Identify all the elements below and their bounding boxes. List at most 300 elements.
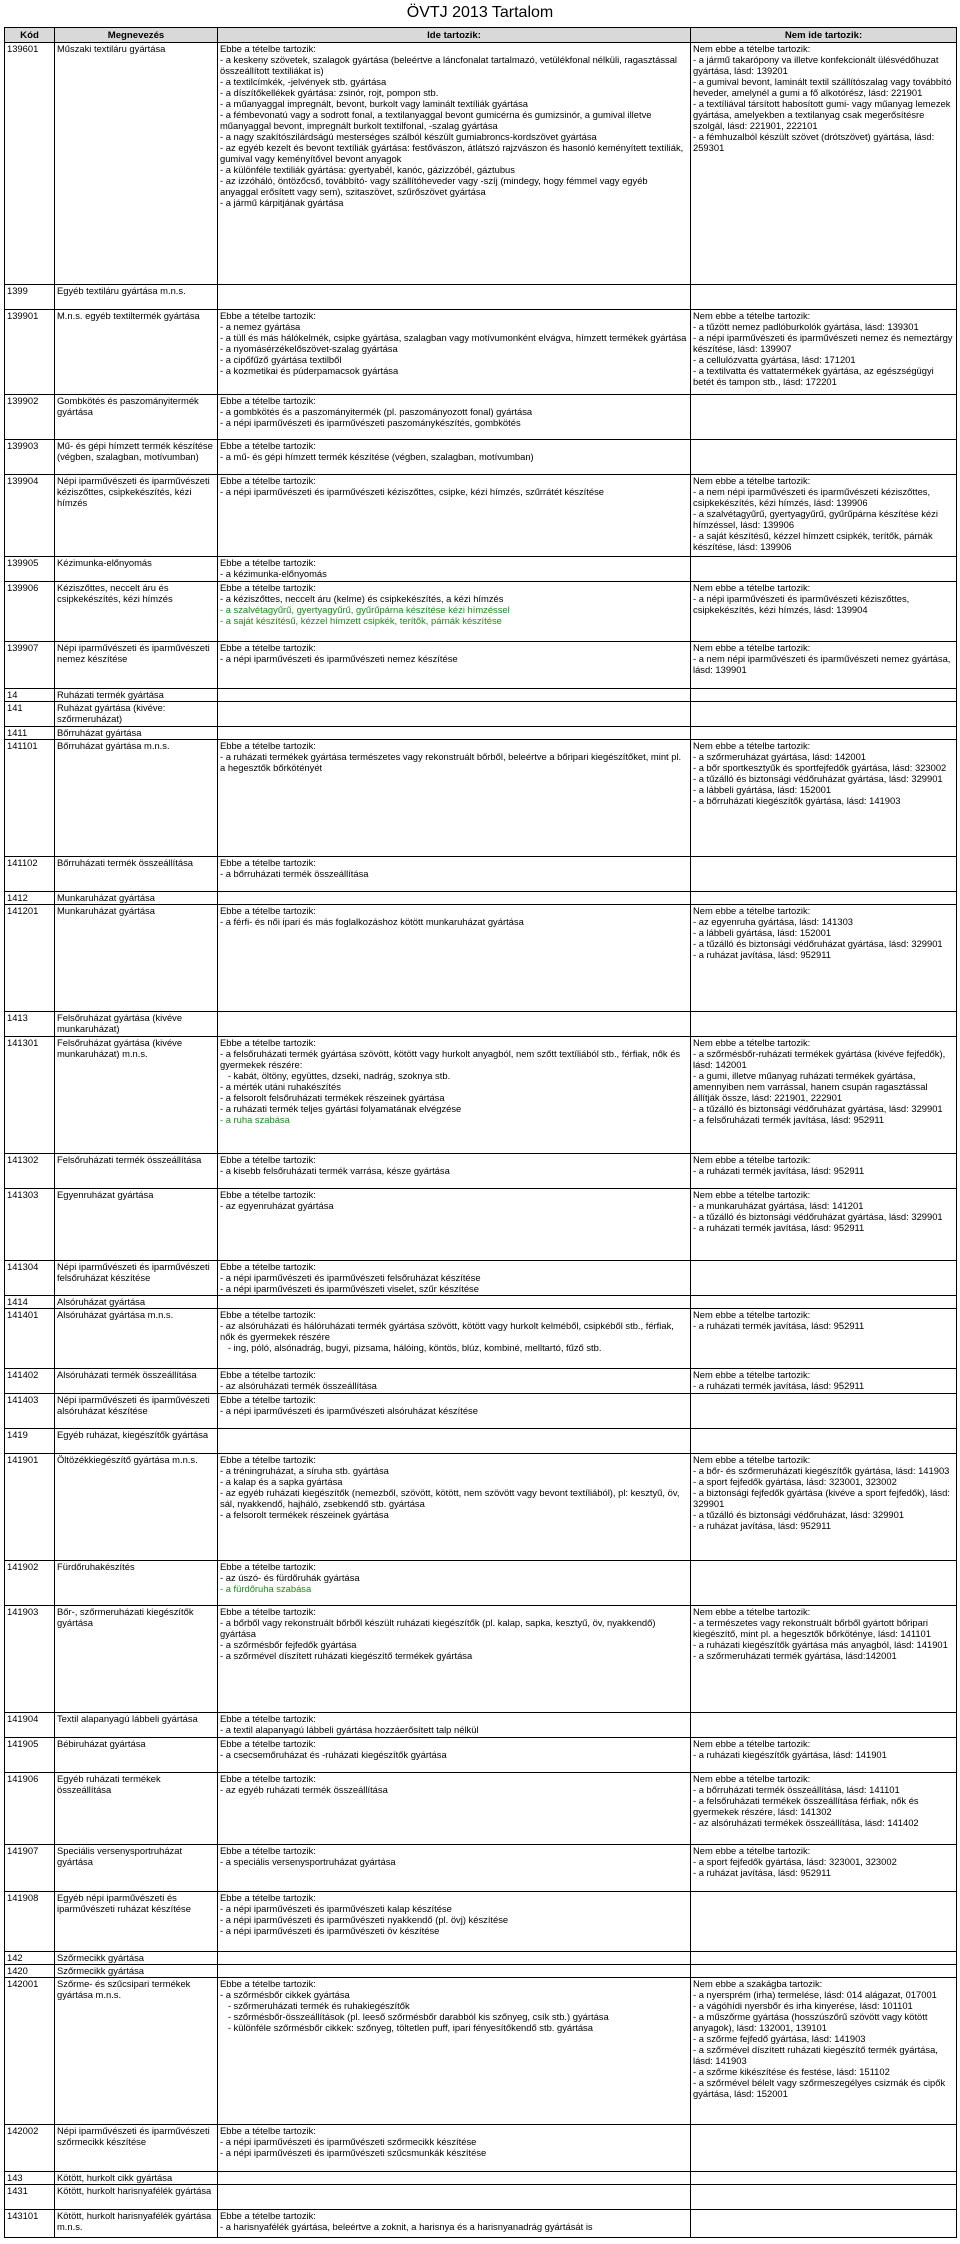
- cell-ide-tartozik: [218, 1952, 691, 1965]
- cell-nem-ide-tartozik: [691, 1261, 957, 1296]
- table-row: [5, 2172, 957, 2185]
- cell-megnevezes: Textil alapanyagú lábbeli gyártása: [55, 1713, 218, 1738]
- cell-kod: 139904: [5, 475, 55, 557]
- cell-nem-ide-tartozik: [691, 440, 957, 475]
- cell-ide-tartozik: [218, 1037, 691, 1154]
- table-row: [5, 642, 957, 689]
- table-row: [5, 2125, 957, 2172]
- list-item: - a népi iparművészeti és iparművészeti nemez készítése: [220, 653, 458, 664]
- cell-ide-tartozik: [218, 475, 691, 557]
- list-item: - a szőrmével díszített ruházati kiegészítő termék gyártása, lásd: 141903: [693, 2044, 941, 2066]
- cell-nem-ide-tartozik: [691, 1978, 957, 2125]
- list-item: - a kozmetikai és púderpamacsok gyártása: [220, 365, 399, 376]
- cell-nem-ide-tartozik: [691, 2125, 957, 2172]
- cell-kod: 142: [5, 1952, 55, 1965]
- cell-kod: 141101: [5, 740, 55, 857]
- cell-nem-ide-tartozik: [691, 1429, 957, 1454]
- cell-megnevezes: Egyéb népi iparművészeti és iparművészeti ruházat készítése: [55, 1892, 218, 1952]
- cell-nem-ide-tartozik: [691, 1154, 957, 1189]
- cell-ide-tartozik: [218, 1369, 691, 1394]
- section-heading: Ebbe a tételbe tartozik:: [220, 557, 316, 568]
- cell-nem-ide-tartozik: [691, 1952, 957, 1965]
- cell-nem-ide-tartozik: [691, 1738, 957, 1773]
- cell-nem-ide-tartozik: [691, 2210, 957, 2238]
- cell-ide-tartozik: [218, 2185, 691, 2210]
- section-heading: Ebbe a tételbe tartozik:: [220, 2125, 316, 2136]
- list-item: - a ruházat javítása, lásd: 952911: [693, 1867, 831, 1878]
- cell-ide-tartozik: [218, 1429, 691, 1454]
- list-item: - a szalvétagyűrű, gyertyagyűrű, gyűrűpárna készítése kézi hímzéssel: [220, 604, 510, 615]
- table-row: [5, 1189, 957, 1261]
- cell-nem-ide-tartozik: [691, 727, 957, 740]
- cell-nem-ide-tartozik: [691, 857, 957, 892]
- section-heading: Nem ebbe a tételbe tartozik:: [693, 310, 811, 321]
- list-item: - a szalvétagyűrű, gyertyagyűrű, gyűrűpárna készítése kézi hímzéssel, lásd: 139906: [693, 508, 941, 530]
- list-item: - a népi iparművészeti és iparművészeti nemez és nemeztárgy készítése, lásd: 139907: [693, 332, 956, 354]
- table-row: [5, 440, 957, 475]
- table-row: [5, 1845, 957, 1892]
- section-heading: Ebbe a tételbe tartozik:: [220, 1454, 316, 1465]
- cell-ide-tartozik: [218, 582, 691, 642]
- cell-megnevezes: Bőr-, szőrmeruházati kiegészítők gyártása: [55, 1606, 218, 1713]
- section-heading: Ebbe a tételbe tartozik:: [220, 1189, 316, 1200]
- section-heading: Nem ebbe a tételbe tartozik:: [693, 642, 811, 653]
- section-heading: Ebbe a tételbe tartozik:: [220, 1309, 316, 1320]
- cell-kod: 141901: [5, 1454, 55, 1561]
- list-item: - a nyersprém (irha) termelése, lásd: 014 alágazat, 017001: [693, 1989, 937, 2000]
- list-item: - a ruházat javítása, lásd: 952911: [693, 1520, 831, 1531]
- cell-megnevezes: Népi iparművészeti és iparművészeti felsőruházat készítése: [55, 1261, 218, 1296]
- cell-ide-tartozik: [218, 1154, 691, 1189]
- list-item: - a népi iparművészeti és iparművészeti alsóruházat készítése: [220, 1405, 478, 1416]
- cell-nem-ide-tartozik: [691, 395, 957, 440]
- section-heading: Ebbe a tételbe tartozik:: [220, 1037, 316, 1048]
- cell-kod: 1411: [5, 727, 55, 740]
- list-item: - a felsőruházati termékek összeállítása férfiak, nők és gyermekek részére, lásd: 141302: [693, 1795, 922, 1817]
- table-row: [5, 892, 957, 905]
- section-heading: Ebbe a tételbe tartozik:: [220, 2210, 316, 2221]
- list-item: - a cipőfűző gyártása textilből: [220, 354, 342, 365]
- table-row: [5, 1429, 957, 1454]
- list-item: - a kisebb felsőruházati termék varrása, késze gyártása: [220, 1165, 450, 1176]
- cell-ide-tartozik: [218, 285, 691, 310]
- cell-kod: 143: [5, 2172, 55, 2185]
- list-item: - a bőrruházati termék összeállítása, lásd: 141101: [693, 1784, 900, 1795]
- cell-megnevezes: Fürdőruhakészítés: [55, 1561, 218, 1606]
- cell-ide-tartozik: [218, 1965, 691, 1978]
- cell-ide-tartozik: [218, 1394, 691, 1429]
- cell-kod: 1431: [5, 2185, 55, 2210]
- cell-nem-ide-tartozik: [691, 740, 957, 857]
- cell-ide-tartozik: [218, 1189, 691, 1261]
- cell-kod: 1399: [5, 285, 55, 310]
- cell-nem-ide-tartozik: [691, 2185, 957, 2210]
- list-item: - a tűzött nemez padlóburkolók gyártása, lásd: 139301: [693, 321, 919, 332]
- cell-ide-tartozik: [218, 395, 691, 440]
- cell-megnevezes: Népi iparművészeti és iparművészeti alsóruházat készítése: [55, 1394, 218, 1429]
- cell-ide-tartozik: [218, 2125, 691, 2172]
- cell-nem-ide-tartozik: [691, 1189, 957, 1261]
- list-item: - a népi iparművészeti és iparművészeti viselet, szűr készítése: [220, 1283, 479, 1294]
- list-item: - a sport fejfedők gyártása, lásd: 323001, 323002: [693, 1856, 897, 1867]
- list-item: - a felsorolt felsőruházati termékek részeinek gyártása: [220, 1092, 445, 1103]
- cell-megnevezes: Felsőruházati termék összeállítása: [55, 1154, 218, 1189]
- cell-nem-ide-tartozik: [691, 2172, 957, 2185]
- list-item: - a mérték utáni ruhakészítés: [220, 1081, 341, 1092]
- table-row: [5, 1296, 957, 1309]
- list-item: - az egyéb ruházati termék összeállítása: [220, 1784, 388, 1795]
- list-item: - kabát, öltöny, együttes, dzseki, nadrág, szoknya stb.: [220, 1070, 451, 1081]
- cell-kod: 141401: [5, 1309, 55, 1369]
- cell-megnevezes: Ruházat gyártása (kivéve: szőrmeruházat): [55, 702, 218, 727]
- list-item: - a tűzálló és biztonsági védőruházat, lásd: 329901: [693, 1509, 905, 1520]
- list-item: - a kézimunka-előnyomás: [220, 568, 327, 579]
- list-item: - az egyenruházat gyártása: [220, 1200, 334, 1211]
- cell-kod: 1414: [5, 1296, 55, 1309]
- table-row: [5, 2185, 957, 2210]
- cell-kod: 1420: [5, 1965, 55, 1978]
- section-heading: Ebbe a tételbe tartozik:: [220, 642, 316, 653]
- list-item: - a vágóhídi nyersbőr és irha kinyerése, lásd: 101101: [693, 2000, 913, 2011]
- table-row: [5, 1713, 957, 1738]
- cell-megnevezes: M.n.s. egyéb textiltermék gyártása: [55, 310, 218, 395]
- list-item: - az úszó- és fürdőruhák gyártása: [220, 1572, 360, 1583]
- cell-ide-tartozik: [218, 310, 691, 395]
- cell-kod: 1412: [5, 892, 55, 905]
- table-row: [5, 1154, 957, 1189]
- cell-ide-tartozik: [218, 1606, 691, 1713]
- list-item: - a népi iparművészeti és iparművészeti nyakkendő (pl. övj) készítése: [220, 1914, 509, 1925]
- list-item: - a bőrruházati kiegészítők gyártása, lásd: 141903: [693, 795, 901, 806]
- list-item: - a népi iparművészeti és iparművészeti kalap készítése: [220, 1903, 452, 1914]
- cell-nem-ide-tartozik: [691, 1037, 957, 1154]
- list-item: - a ruházati termék javítása, lásd: 952911: [693, 1320, 865, 1331]
- cell-megnevezes: Szőrme- és szűcsipari termékek gyártása m.n.s.: [55, 1978, 218, 2125]
- list-item: - a mű- és gépi hímzett termék készítése (végben, szalagban, motívumban): [220, 451, 534, 462]
- section-heading: Ebbe a tételbe tartozik:: [220, 905, 316, 916]
- section-heading: Ebbe a tételbe tartozik:: [220, 1738, 316, 1749]
- cell-ide-tartozik: [218, 1892, 691, 1952]
- cell-nem-ide-tartozik: [691, 689, 957, 702]
- list-item: - a nem népi iparművészeti és iparművészeti nemez gyártása, lásd: 139901: [693, 653, 954, 675]
- table-header-row: [5, 28, 957, 43]
- list-item: - a bőrből vagy rekonstruált bőrből készült ruházati kiegészítők (pl. kalap, sapka, kesztyű, öv, nyakkendő) gyártása: [220, 1617, 659, 1639]
- cell-megnevezes: Szőrmecikk gyártása: [55, 1965, 218, 1978]
- list-item: - a népi iparművészeti és iparművészeti felsőruházat készítése: [220, 1272, 481, 1283]
- list-item: - a tűzálló és biztonsági védőruházat gyártása, lásd: 329901: [693, 773, 943, 784]
- list-item: - a fürdőruha szabása: [220, 1583, 312, 1594]
- table-row: [5, 857, 957, 892]
- section-heading: Nem ebbe a szakágba tartozik:: [693, 1978, 823, 1989]
- cell-nem-ide-tartozik: [691, 310, 957, 395]
- cell-kod: 1413: [5, 1012, 55, 1037]
- table-row: [5, 1773, 957, 1845]
- cell-ide-tartozik: [218, 1845, 691, 1892]
- cell-kod: 141903: [5, 1606, 55, 1713]
- list-item: - a lábbeli gyártása, lásd: 152001: [693, 927, 832, 938]
- cell-megnevezes: Műszaki textiláru gyártása: [55, 43, 218, 285]
- cell-kod: 141304: [5, 1261, 55, 1296]
- section-heading: Ebbe a tételbe tartozik:: [220, 1154, 316, 1165]
- list-item: - ing, póló, alsónadrág, bugyi, pizsama, hálóing, köntös, blúz, kombiné, melltartó, fűző stb.: [220, 1342, 602, 1353]
- section-heading: Nem ebbe a tételbe tartozik:: [693, 1189, 811, 1200]
- section-heading: Ebbe a tételbe tartozik:: [220, 740, 316, 751]
- cell-megnevezes: Népi iparművészeti és iparművészeti szőrmecikk készítése: [55, 2125, 218, 2172]
- list-item: - a nem népi iparművészeti és iparművészeti kéziszőttes, csipkekészítés, kézi hímzés, lásd: 139906: [693, 486, 933, 508]
- cell-megnevezes: Kéziszőttes, neccelt áru és csipkekészítés, kézi hímzés: [55, 582, 218, 642]
- cell-nem-ide-tartozik: [691, 1845, 957, 1892]
- cell-nem-ide-tartozik: [691, 905, 957, 1012]
- cell-megnevezes: Szőrmecikk gyártása: [55, 1952, 218, 1965]
- section-heading: Ebbe a tételbe tartozik:: [220, 395, 316, 406]
- table-row: [5, 1454, 957, 1561]
- cell-megnevezes: Ruházati termék gyártása: [55, 689, 218, 702]
- table-row: [5, 1952, 957, 1965]
- cell-ide-tartozik: [218, 702, 691, 727]
- cell-nem-ide-tartozik: [691, 1296, 957, 1309]
- table-row: [5, 1394, 957, 1429]
- cell-megnevezes: Munkaruházat gyártása: [55, 905, 218, 1012]
- cell-ide-tartozik: [218, 905, 691, 1012]
- table-row: [5, 1606, 957, 1713]
- section-heading: Nem ebbe a tételbe tartozik:: [693, 1606, 811, 1617]
- cell-kod: 142002: [5, 2125, 55, 2172]
- list-item: - a nemez gyártása: [220, 321, 301, 332]
- list-item: - a különféle textiliák gyártása: gyertyabél, kanóc, gázizzóbél, gáztubus: [220, 164, 515, 175]
- list-item: - a bőr- és szőrmeruházati kiegészítők gyártása, lásd: 141903: [693, 1465, 950, 1476]
- cell-kod: 141102: [5, 857, 55, 892]
- list-item: - a biztonsági fejfedők gyártása (kivéve a sport fejfedők), lásd: 329901: [693, 1487, 953, 1509]
- list-item: - a természetes vagy rekonstruált bőrből gyártott bőripari kiegészítő, mint pl. a hegesztők bőrköténye, lásd: 141101: [693, 1617, 931, 1639]
- cell-nem-ide-tartozik: [691, 1713, 957, 1738]
- cell-nem-ide-tartozik: [691, 1369, 957, 1394]
- list-item: - a ruházati termék javítása, lásd: 952911: [693, 1222, 865, 1233]
- table-row: [5, 702, 957, 727]
- list-item: - a saját készítésű, kézzel hímzett csipkék, terítők, párnák készítése, lásd: 139906: [693, 530, 936, 552]
- table-body: [5, 43, 957, 2238]
- list-item: - a szőrmével bélelt vagy szőrmeszegélyes csizmák és cipők gyártása, lásd: 152001: [693, 2077, 948, 2099]
- list-item: - a cellulózvatta gyártása, lásd: 171201: [693, 354, 856, 365]
- cell-megnevezes: Alsóruházati termék összeállítása: [55, 1369, 218, 1394]
- cell-kod: 141905: [5, 1738, 55, 1773]
- list-item: - a kéziszőttes, neccelt áru (kelme) és csipkekészítés, a kézi hímzés: [220, 593, 504, 604]
- header-nem-ide-tartozik: Nem ide tartozik:: [691, 28, 957, 43]
- list-item: - a férfi- és női ipari és más foglalkozáshoz kötött munkaruházat gyártása: [220, 916, 524, 927]
- cell-megnevezes: Speciális versenysportruházat gyártása: [55, 1845, 218, 1892]
- list-item: - a ruha szabása: [220, 1114, 290, 1125]
- table-row: [5, 689, 957, 702]
- table-row: [5, 557, 957, 582]
- cell-megnevezes: Kötött, hurkolt harisnyafélék gyártása m.n.s.: [55, 2210, 218, 2238]
- cell-kod: 139907: [5, 642, 55, 689]
- section-heading: Ebbe a tételbe tartozik:: [220, 1773, 316, 1784]
- list-item: - a gumi, illetve műanyag ruházati termékek gyártása, amennyiben nem varrással, hanem csupán ragasztással állítják össze, lásd: 221901, 222901: [693, 1070, 931, 1103]
- table-row: [5, 1309, 957, 1369]
- cell-nem-ide-tartozik: [691, 475, 957, 557]
- cell-ide-tartozik: [218, 1261, 691, 1296]
- cell-nem-ide-tartozik: [691, 1561, 957, 1606]
- cell-nem-ide-tartozik: [691, 557, 957, 582]
- table-row: [5, 395, 957, 440]
- cell-ide-tartozik: [218, 727, 691, 740]
- cell-kod: 141904: [5, 1713, 55, 1738]
- list-item: - az alsóruházati termék összeállítása: [220, 1380, 377, 1391]
- cell-ide-tartozik: [218, 43, 691, 285]
- list-item: - a tűzálló és biztonsági védőruházat gyártása, lásd: 329901: [693, 1103, 943, 1114]
- list-item: - a harisnyafélék gyártása, beleértve a zoknit, a harisnya és a harisnyanadrág gyártását is: [220, 2221, 593, 2232]
- section-heading: Ebbe a tételbe tartozik:: [220, 475, 316, 486]
- list-item: - a szőrme fejfedő gyártása, lásd: 141903: [693, 2033, 866, 2044]
- section-heading: Nem ebbe a tételbe tartozik:: [693, 905, 811, 916]
- cell-megnevezes: Mű- és gépi hímzett termék készítése (végben, szalagban, motívumban): [55, 440, 218, 475]
- list-item: - a tréningruházat, a síruha stb. gyártása: [220, 1465, 389, 1476]
- list-item: - a műanyaggal impregnált, bevont, burkolt vagy laminált textíliák gyártása: [220, 98, 528, 109]
- list-item: - a ruházat javítása, lásd: 952911: [693, 949, 831, 960]
- cell-nem-ide-tartozik: [691, 43, 957, 285]
- table-row: [5, 740, 957, 857]
- cell-megnevezes: Népi iparművészeti és iparművészeti nemez készítése: [55, 642, 218, 689]
- list-item: - a textil alapanyagú lábbeli gyártása hozzáerősített talp nélkül: [220, 1724, 479, 1735]
- cell-ide-tartozik: [218, 1713, 691, 1738]
- section-heading: Ebbe a tételbe tartozik:: [220, 1261, 316, 1272]
- list-item: - a népi iparművészeti és iparművészeti kéziszőttes, csipkekészítés, kézi hímzés, lásd: 139904: [693, 593, 912, 615]
- cell-kod: 141303: [5, 1189, 55, 1261]
- list-item: - a ruházati kiegészítők gyártása más anyagból, lásd: 141901: [693, 1639, 948, 1650]
- list-item: - a tüll és más hálókelmék, csipke gyártása, szalagban vagy motívumonként elvágva, hímzett termékek gyártása: [220, 332, 687, 343]
- cell-kod: 141201: [5, 905, 55, 1012]
- list-item: - a népi iparművészeti és iparművészeti paszománykészítés, gombkötés: [220, 417, 521, 428]
- cell-ide-tartozik: [218, 689, 691, 702]
- cell-kod: 1419: [5, 1429, 55, 1454]
- cell-kod: 141302: [5, 1154, 55, 1189]
- cell-ide-tartozik: [218, 892, 691, 905]
- list-item: - az alsóruházati és hálóruházati termék gyártása szövött, kötött vagy hurkolt kelméből, csipkéből stb., férfiak, nők és gyermekek részére: [220, 1320, 677, 1342]
- cell-megnevezes: Kötött, hurkolt harisnyafélék gyártása: [55, 2185, 218, 2210]
- cell-megnevezes: Alsóruházat gyártása: [55, 1296, 218, 1309]
- cell-ide-tartozik: [218, 1978, 691, 2125]
- cell-kod: 139601: [5, 43, 55, 285]
- section-heading: Ebbe a tételbe tartozik:: [220, 1978, 316, 1989]
- list-item: - a textilvatta és vattatermékek gyártása, az egészségügyi betét és tampon stb., lásd: 172201: [693, 365, 937, 387]
- header-kod: Kód: [5, 28, 55, 43]
- cell-ide-tartozik: [218, 1454, 691, 1561]
- cell-megnevezes: Kötött, hurkolt cikk gyártása: [55, 2172, 218, 2185]
- cell-ide-tartozik: [218, 2210, 691, 2238]
- cell-nem-ide-tartozik: [691, 1965, 957, 1978]
- section-heading: Nem ebbe a tételbe tartozik:: [693, 1738, 811, 1749]
- cell-kod: 139901: [5, 310, 55, 395]
- list-item: - szőrmésbőr-összeállítások (pl. leeső szőrmésbőr darabból kis szőnyeg, csík stb.) gyártása: [220, 2011, 609, 2022]
- table-row: [5, 1561, 957, 1606]
- cell-kod: 141902: [5, 1561, 55, 1606]
- cell-kod: 141403: [5, 1394, 55, 1429]
- cell-nem-ide-tartozik: [691, 1309, 957, 1369]
- cell-kod: 143101: [5, 2210, 55, 2238]
- list-item: - a speciális versenysportruházat gyártása: [220, 1856, 396, 1867]
- cell-megnevezes: Egyéb textiláru gyártása m.n.s.: [55, 285, 218, 310]
- list-item: - a textíliával társított habosított gumi- vagy műanyag lemezek gyártása, amelyekben a textilanyag csak megerősítésre szolgál, lásd: 221901, 222101: [693, 98, 954, 131]
- list-item: - a bőrruházati termék összeállítása: [220, 868, 369, 879]
- cell-ide-tartozik: [218, 1773, 691, 1845]
- list-item: - a szőrme kikészítése és festése, lásd: 151102: [693, 2066, 890, 2077]
- list-item: - a ruházati termék teljes gyártási folyamatának elvégzése: [220, 1103, 462, 1114]
- list-item: - a szőrmésbőr fejfedők gyártása: [220, 1639, 357, 1650]
- list-item: - a népi iparművészeti és iparművészeti szőrmecikk készítése: [220, 2136, 477, 2147]
- section-heading: Ebbe a tételbe tartozik:: [220, 1892, 316, 1903]
- table-row: [5, 1037, 957, 1154]
- table-row: [5, 1012, 957, 1037]
- cell-ide-tartozik: [218, 1296, 691, 1309]
- list-item: - a népi iparművészeti és iparművészeti kéziszőttes, csipke, kézi hímzés, szűrrátét készítése: [220, 486, 604, 497]
- cell-nem-ide-tartozik: [691, 892, 957, 905]
- list-item: - a fémhuzalból készült szövet (drótszövet) gyártása, lásd: 259301: [693, 131, 937, 153]
- list-item: - a szőrmeruházat gyártása, lásd: 142001: [693, 751, 867, 762]
- section-heading: Ebbe a tételbe tartozik:: [220, 1369, 316, 1380]
- section-heading: Ebbe a tételbe tartozik:: [220, 1394, 316, 1405]
- list-item: - a textilcímkék, -jelvények stb. gyártása: [220, 76, 387, 87]
- section-heading: Nem ebbe a tételbe tartozik:: [693, 1309, 811, 1320]
- list-item: - a jármű takarópony va illetve konfekcionált ülésvédőhuzat gyártása, lásd: 139201: [693, 54, 942, 76]
- list-item: - a szőrmével díszített ruházati kiegészítő termékek gyártása: [220, 1650, 473, 1661]
- section-heading: Nem ebbe a tételbe tartozik:: [693, 582, 811, 593]
- cell-megnevezes: Öltözékkiegészítő gyártása m.n.s.: [55, 1454, 218, 1561]
- section-heading: Ebbe a tételbe tartozik:: [220, 1713, 316, 1724]
- cell-kod: 141402: [5, 1369, 55, 1394]
- list-item: - a népi iparművészeti és iparművészeti öv készítése: [220, 1925, 440, 1936]
- table-row: [5, 582, 957, 642]
- list-item: - a felsőruházati termék javítása, lásd: 952911: [693, 1114, 885, 1125]
- header-megnevezes: Megnevezés: [55, 28, 218, 43]
- cell-nem-ide-tartozik: [691, 1606, 957, 1713]
- list-item: - a lábbeli gyártása, lásd: 152001: [693, 784, 832, 795]
- cell-kod: 141908: [5, 1892, 55, 1952]
- cell-kod: 139905: [5, 557, 55, 582]
- section-heading: Ebbe a tételbe tartozik:: [220, 440, 316, 451]
- cell-ide-tartozik: [218, 1738, 691, 1773]
- cell-megnevezes: Egyéb ruházat, kiegészítők gyártása: [55, 1429, 218, 1454]
- list-item: - a gumival bevont, laminált textil szállítószalag vagy továbbító heveder, amelynél a gumi a fő alkotórész, lásd: 221901: [693, 76, 955, 98]
- cell-nem-ide-tartozik: [691, 285, 957, 310]
- list-item: - a csecsemőruházat és -ruházati kiegészítők gyártása: [220, 1749, 447, 1760]
- cell-kod: 141301: [5, 1037, 55, 1154]
- cell-nem-ide-tartozik: [691, 642, 957, 689]
- section-heading: Nem ebbe a tételbe tartozik:: [693, 1154, 811, 1165]
- table-row: [5, 310, 957, 395]
- table-row: [5, 905, 957, 1012]
- section-heading: Nem ebbe a tételbe tartozik:: [693, 1037, 811, 1048]
- table-row: [5, 2210, 957, 2238]
- cell-ide-tartozik: [218, 1561, 691, 1606]
- cell-megnevezes: Alsóruházat gyártása m.n.s.: [55, 1309, 218, 1369]
- cell-ide-tartozik: [218, 440, 691, 475]
- section-heading: Nem ebbe a tételbe tartozik:: [693, 475, 811, 486]
- list-item: - a ruházati termékek gyártása természetes vagy rekonstruált bőrből, beleértve a bőripari kiegészítőket, mint pl. a hegesztők bőrkötényét: [220, 751, 684, 773]
- cell-nem-ide-tartozik: [691, 1773, 957, 1845]
- list-item: - a tűzálló és biztonsági védőruházat gyártása, lásd: 329901: [693, 938, 943, 949]
- list-item: - a bőr sportkesztyűk és sportfejfedők gyártása, lásd: 323002: [693, 762, 947, 773]
- section-heading: Ebbe a tételbe tartozik:: [220, 1561, 316, 1572]
- cell-kod: 139906: [5, 582, 55, 642]
- list-item: - különféle szőrmésbőr cikkek: szőnyeg, töltetlen puff, ipari fényesítőkendő stb. gyártása: [220, 2022, 593, 2033]
- section-heading: Nem ebbe a tételbe tartozik:: [693, 1369, 811, 1380]
- table-row: [5, 1261, 957, 1296]
- section-heading: Ebbe a tételbe tartozik:: [220, 582, 316, 593]
- table-row: [5, 1978, 957, 2125]
- cell-kod: 141906: [5, 1773, 55, 1845]
- cell-nem-ide-tartozik: [691, 1454, 957, 1561]
- table-row: [5, 475, 957, 557]
- cell-nem-ide-tartozik: [691, 1012, 957, 1037]
